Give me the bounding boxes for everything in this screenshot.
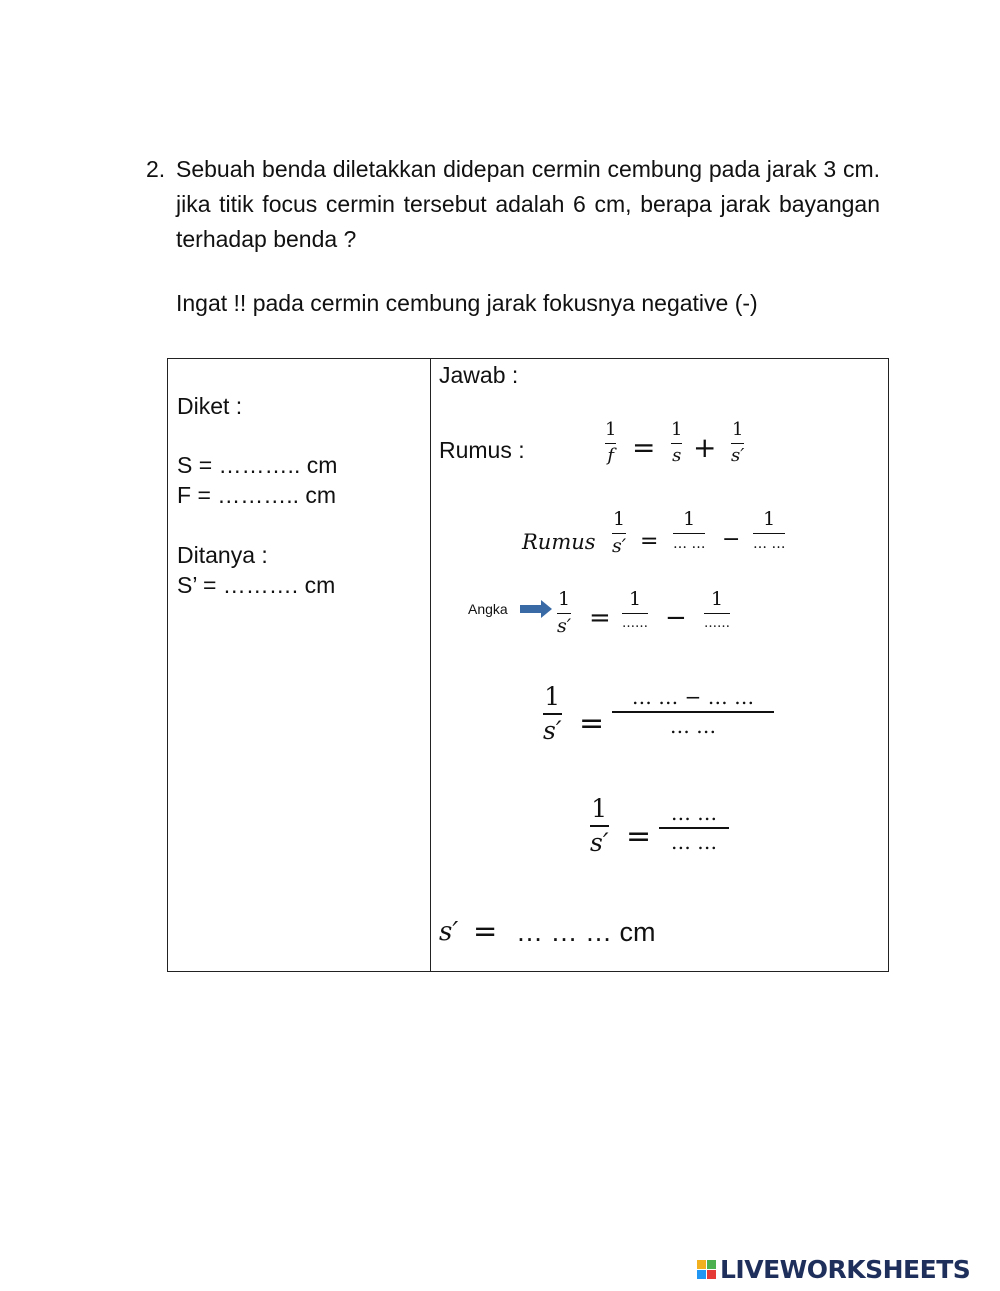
numerator: 1 — [557, 588, 571, 610]
formula2-minus: − — [722, 527, 741, 552]
formula3-blank-1[interactable] — [622, 590, 648, 631]
arrow-right-icon — [520, 605, 542, 613]
table-divider — [430, 359, 431, 971]
numerator: 1 — [763, 508, 776, 530]
denominator: s′ — [543, 715, 562, 745]
blank-denominator[interactable]: … … — [670, 829, 718, 854]
fraction-bar — [590, 825, 609, 827]
question-note: Ingat !! pada cermin cembung jarak fokusnya negative (-) — [176, 290, 758, 316]
formula3-equals: = — [589, 603, 611, 633]
formula5-frac-s-prime — [590, 796, 609, 856]
formula3-minus: − — [665, 603, 687, 633]
numerator: 1 — [628, 588, 642, 610]
numerator: 1 — [612, 508, 626, 530]
logo-square — [697, 1270, 706, 1279]
denominator: f — [607, 445, 615, 467]
ditanya-label: Ditanya : — [177, 542, 268, 568]
formula5-equals: = — [626, 819, 652, 854]
jawab-label: Jawab : — [439, 362, 519, 388]
s-prime-asked-field[interactable]: S’ = ………. cm — [177, 572, 336, 598]
fraction-bar — [622, 613, 648, 615]
numerator: 1 — [683, 508, 696, 530]
answer-table — [167, 358, 889, 972]
denominator: s′ — [557, 615, 572, 638]
formula1-plus: + — [693, 431, 717, 464]
formula3-blank-2[interactable] — [704, 590, 730, 631]
logo-square — [707, 1260, 716, 1269]
formula1-frac-s-prime — [731, 421, 744, 466]
denominator: s′ — [731, 445, 745, 467]
formula1-frac-s — [671, 421, 682, 466]
angka-label: Angka — [468, 601, 508, 617]
fraction-bar — [753, 533, 785, 535]
logo-squares-icon — [697, 1260, 716, 1279]
question-number: 2. — [146, 156, 166, 182]
denominator: s′ — [590, 827, 609, 857]
numerator: 1 — [544, 682, 561, 711]
numerator: 1 — [605, 419, 617, 440]
blank-denominator[interactable]: … … — [753, 536, 786, 553]
numerator: 1 — [710, 588, 724, 610]
fraction-bar — [731, 443, 744, 445]
formula2-frac-s-prime — [612, 510, 626, 557]
fraction-bar — [543, 713, 562, 715]
result-equals: = — [473, 914, 498, 948]
formula4-frac-s-prime — [543, 684, 562, 744]
result-value-field[interactable]: … … … cm — [516, 917, 656, 947]
result-lhs: s′ — [439, 917, 459, 947]
numerator: 1 — [591, 794, 608, 823]
logo-square — [707, 1270, 716, 1279]
fraction-bar — [605, 443, 616, 445]
fraction-bar — [612, 533, 626, 535]
formula4-blank-fraction[interactable] — [612, 687, 774, 737]
fraction-bar — [612, 711, 774, 713]
fraction-bar — [671, 443, 682, 445]
blank-denominator[interactable]: …… — [622, 616, 648, 632]
fraction-bar — [673, 533, 705, 535]
blank-numerator[interactable]: … … − … … — [631, 685, 755, 709]
denominator: s′ — [612, 535, 627, 558]
fraction-bar — [557, 613, 571, 615]
blank-denominator[interactable]: … … — [673, 536, 706, 553]
formula5-blank-fraction[interactable] — [659, 803, 729, 853]
logo-wordmark: LIVEWORKSHEETS — [720, 1255, 971, 1284]
logo-square — [697, 1260, 706, 1269]
fraction-bar — [704, 613, 730, 615]
f-given-field[interactable]: F = ……….. cm — [177, 482, 337, 508]
blank-denominator[interactable]: …… — [704, 616, 730, 632]
diket-label: Diket : — [177, 393, 243, 419]
numerator: 1 — [671, 419, 683, 440]
formula2-label: Rumus — [522, 530, 596, 554]
fraction-bar — [659, 827, 729, 829]
formula2-equals: = — [640, 529, 659, 554]
liveworksheets-logo — [697, 1255, 970, 1284]
formula3-frac-s-prime — [557, 590, 571, 637]
numerator: 1 — [731, 419, 744, 440]
denominator: s — [672, 445, 682, 467]
s-given-field[interactable]: S = ……….. cm — [177, 452, 338, 478]
rumus-label: Rumus : — [439, 437, 525, 463]
question-text: Sebuah benda diletakkan didepan cermin cembung pada jarak 3 cm. jika titik focus cermin tersebut adalah 6 cm, berapa jarak bayangan terhadap benda ? — [176, 156, 880, 252]
question — [146, 152, 880, 257]
blank-numerator[interactable]: … … — [670, 801, 718, 825]
formula1-frac-f — [605, 421, 616, 466]
blank-denominator[interactable]: … … — [669, 713, 717, 738]
formula4-equals: = — [579, 706, 605, 741]
formula2-blank-2[interactable] — [753, 510, 785, 552]
formula2-blank-1[interactable] — [673, 510, 705, 552]
formula1-equals: = — [632, 431, 656, 464]
